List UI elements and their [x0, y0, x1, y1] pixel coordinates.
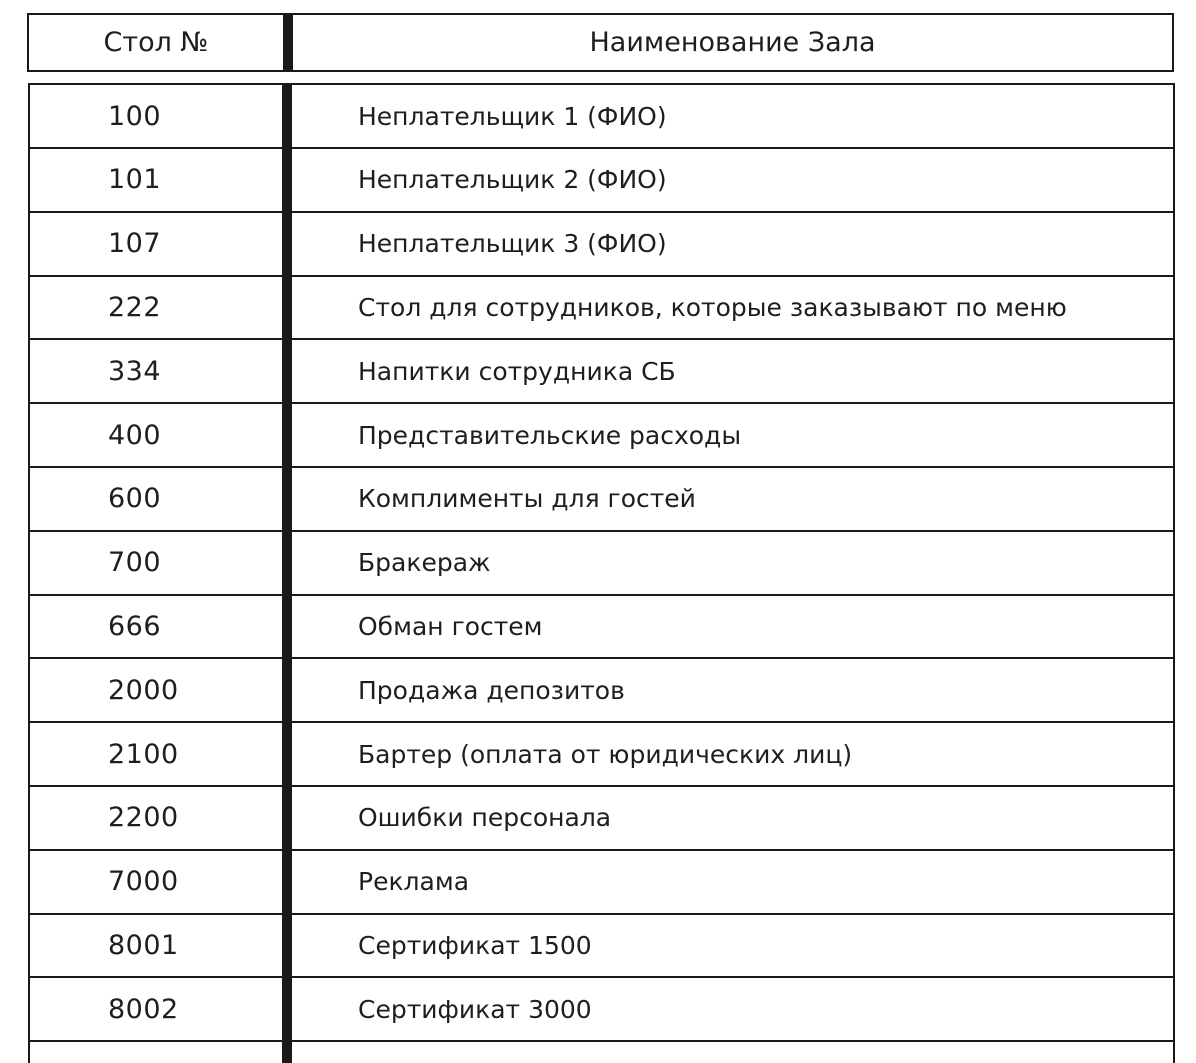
hall-name-cell: Реклама [358, 867, 470, 897]
table-body [28, 83, 1175, 1063]
column-header-table-no: Стол № [103, 27, 209, 58]
table-number-cell: 400 [108, 419, 162, 451]
hall-name-cell: Обман гостем [358, 611, 543, 641]
hall-name-cell: Бартер (оплата от юридических лиц) [358, 739, 853, 769]
table-header [27, 13, 1174, 72]
table-row [30, 213, 1173, 277]
table-number-cell: 334 [108, 355, 162, 387]
hall-name-cell: Неплательщик 3 (ФИО) [358, 229, 667, 259]
table-number-cell: 666 [108, 610, 162, 642]
table-row [30, 595, 1173, 659]
table-number-cell: 700 [108, 547, 162, 579]
table-number-cell: 8001 [108, 929, 179, 961]
table-number-cell: 2200 [108, 802, 179, 834]
table-row [30, 914, 1173, 978]
table-row [30, 468, 1173, 532]
table-number-cell: 100 [108, 100, 162, 132]
table-row [30, 404, 1173, 468]
table-row [30, 659, 1173, 723]
table-row [30, 532, 1173, 596]
hall-name-cell: Ошибки персонала [358, 803, 612, 833]
table-row [30, 340, 1173, 404]
table-number-cell: 7000 [108, 866, 179, 898]
hall-name-cell: Бракераж [358, 548, 491, 578]
table-row [30, 276, 1173, 340]
table-number-cell: 2000 [108, 674, 179, 706]
table-number-cell: 107 [108, 228, 162, 260]
hall-name-cell: Сертификат 1500 [358, 930, 592, 960]
hall-name-cell: Продажа депозитов [358, 675, 625, 705]
hall-name-cell: Комплименты для гостей [358, 484, 696, 514]
hall-name-cell: Стол для сотрудников, которые заказывают по меню [358, 292, 1067, 322]
table-number-cell: 8002 [108, 993, 179, 1025]
table-row [30, 851, 1173, 915]
column-divider [282, 85, 292, 1063]
hall-name-cell: Неплательщик 2 (ФИО) [358, 165, 667, 195]
table-number-cell: 222 [108, 291, 162, 323]
table-row [30, 85, 1173, 149]
table-row [30, 723, 1173, 787]
table-row [30, 787, 1173, 851]
hall-name-cell: Неплательщик 1 (ФИО) [358, 101, 667, 131]
table-row [30, 978, 1173, 1042]
column-header-hall-name: Наименование Зала [589, 27, 876, 58]
table-number-cell: 2100 [108, 738, 179, 770]
table-number-cell: 101 [108, 164, 162, 196]
hall-name-cell: Напитки сотрудника СБ [358, 356, 676, 386]
table-row [30, 149, 1173, 213]
hall-name-cell: Представительские расходы [358, 420, 742, 450]
table-number-cell: 600 [108, 483, 162, 515]
column-divider [283, 15, 293, 70]
hall-name-cell: Сертификат 3000 [358, 994, 592, 1024]
